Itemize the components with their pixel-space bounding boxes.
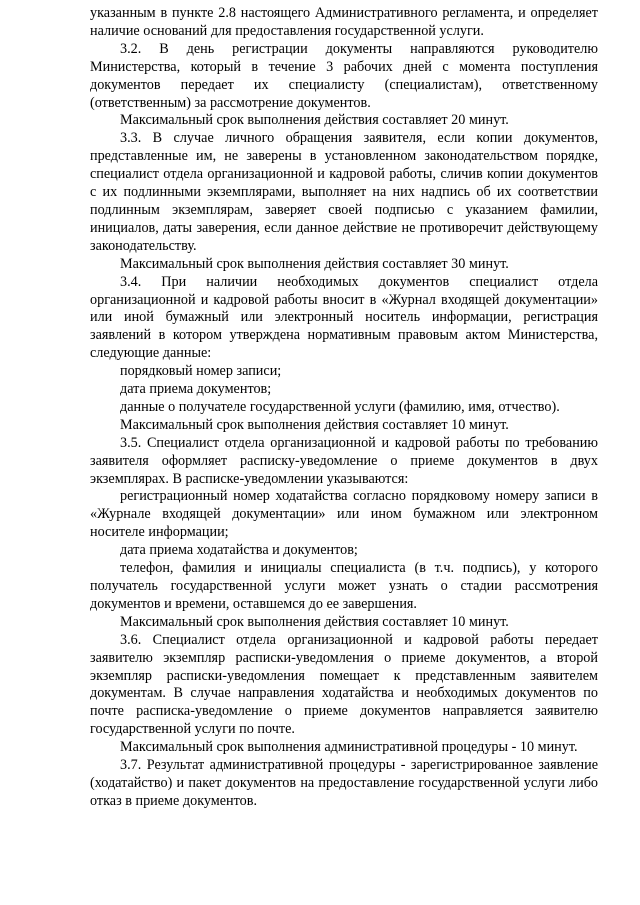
paragraph-3-4: 3.4. При наличии необходимых документов специалист отдела организационной и кадровой работы вносит в «Журнал входящей документации» или иной бумажный или электронный носитель информации, регистрация заявлений в котором утверждена нормативным правовым актом Министерства, следующие данные: — [90, 273, 598, 362]
list-item: данные о получателе государственной услуги (фамилию, имя, отчество). — [120, 398, 560, 415]
paragraph-3-7: 3.7. Результат административной процедуры - зарегистрированное заявление (ходатайство) и пакет документов на предоставление государственной услуги либо отказ в приеме документов. — [90, 757, 598, 809]
paragraph-3-2: 3.2. В день регистрации документы направляются руководителю Министерства, который в течение 3 рабочих дней с момента поступления документов передает их специалисту (специалистам), ответственному (ответственным) за рассмотрение документов. — [90, 40, 598, 111]
list-item: телефон, фамилия и инициалы специалиста (в т.ч. подпись), у которого получатель государственной услуги может узнать о стадии рассмотрения документов и времени, оставшемся до ее завершения. — [90, 560, 598, 612]
paragraph-3-5: 3.5. Специалист отдела организационной и кадровой работы по требованию заявителя оформляет расписку-уведомление о приеме документов в двух экземплярах. В расписке-уведомлении указываются: — [90, 434, 598, 487]
paragraph-time-limit: Максимальный срок выполнения действия составляет 10 минут. — [120, 416, 509, 433]
list-item: дата приема ходатайства и документов; — [120, 542, 358, 559]
document-page — [90, 5, 598, 811]
paragraph-time-limit: Максимальный срок выполнения административной процедуры - 10 минут. — [120, 739, 578, 756]
list-item: дата приема документов; — [120, 381, 272, 398]
paragraph-time-limit: Максимальный срок выполнения действия составляет 30 минут. — [120, 255, 509, 272]
paragraph-time-limit: Максимальный срок выполнения действия составляет 20 минут. — [120, 112, 509, 129]
paragraph-continuation: указанным в пункте 2.8 настоящего Административного регламента, и определяет наличие оснований для предоставления государственной услуги. — [90, 5, 598, 39]
list-item: порядковый номер записи; — [120, 363, 282, 380]
paragraph-time-limit: Максимальный срок выполнения действия составляет 10 минут. — [120, 613, 509, 630]
paragraph-3-3: 3.3. В случае личного обращения заявителя, если копии документов, представленные им, не заверены в установленном законодательством порядке, специалист отдела организационной и кадровой работы, сличив копии документов с их подлинными экземплярами, выполняет на них надпись об их соответствии подлинным экземплярам, заверяет своей подписью с указанием фамилии, инициалов, даты заверения, если данное действие не противоречит действующему законодательству. — [90, 130, 598, 254]
paragraph-3-6: 3.6. Специалист отдела организационной и кадровой работы передает заявителю экземпляр расписки-уведомления о приеме документов, а второй экземпляр расписки-уведомления помещает к представленным заявителем документам. В случае направления ходатайства и необходимых документов по почте расписка-уведомление о приеме документов направляется заявителю государственной услуги по почте. — [90, 631, 598, 738]
list-item: регистрационный номер ходатайства согласно порядковому номеру записи в «Журнале входящей документации» или ином бумажном или электронном носителе информации; — [90, 488, 598, 541]
